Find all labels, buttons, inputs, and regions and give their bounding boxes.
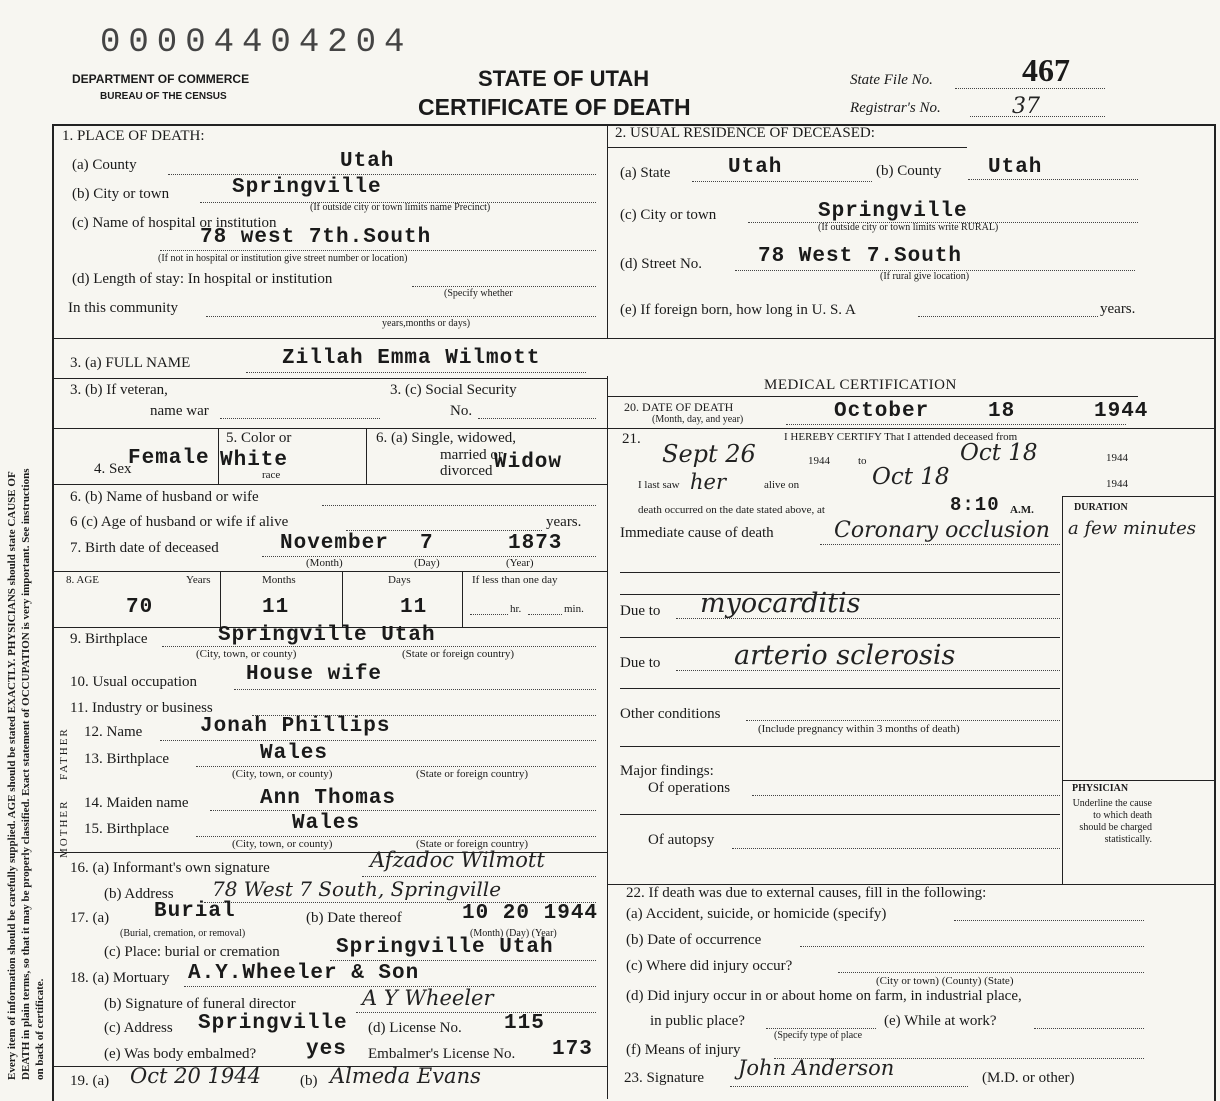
- mother-birth-label: 15. Birthplace: [84, 821, 169, 837]
- veteran-label: 3. (b) If veteran,: [70, 382, 168, 398]
- place-of-death-title: 1. PLACE OF DEATH:: [62, 128, 205, 144]
- burial-date-value: 10 20 1944: [462, 902, 599, 925]
- immediate-value: Coronary occlusion: [834, 518, 1050, 543]
- birth-year: 1873: [508, 532, 563, 555]
- license-value: 115: [504, 1012, 545, 1035]
- burial-date-label: (b) Date thereof: [306, 910, 402, 926]
- row19-signature: Almeda Evans: [330, 1064, 481, 1088]
- duration-label: DURATION: [1074, 502, 1128, 513]
- medical-title: MEDICAL CERTIFICATION: [764, 377, 957, 393]
- veteran-label-2: name war: [150, 403, 209, 419]
- informant-address-label: (b) Address: [104, 886, 174, 902]
- color-label-2: race: [262, 469, 281, 481]
- home-label: (d) Did injury occur in or about home on farm, in industrial place,: [626, 988, 1022, 1004]
- embalmer-license-value: 173: [552, 1038, 593, 1061]
- other-conditions-note: (Include pregnancy within 3 months of death): [758, 723, 960, 735]
- res-city-label: (c) City or town: [620, 207, 717, 223]
- dod-month: October: [834, 400, 930, 423]
- mother-name-label: 14. Maiden name: [84, 795, 189, 811]
- sidebar-line-1: Every item of information should be carefully supplied. AGE should be stated EXACTLY. PHYSICIANS should state CAUSE OF: [6, 471, 18, 1080]
- occurrence-label: (b) Date of occurrence: [626, 932, 762, 948]
- pod-community-label: In this community: [68, 300, 178, 316]
- color-label: 5. Color or: [226, 430, 292, 446]
- last-saw-value: her: [690, 470, 726, 494]
- full-name-value: Zillah Emma Wilmott: [282, 347, 541, 370]
- pod-city-value: Springville: [232, 176, 382, 199]
- state-file-number: 467: [1022, 52, 1070, 88]
- dod-year: 1944: [1094, 400, 1149, 423]
- mortuary-address-value: Springville: [198, 1012, 348, 1035]
- attended-from-year: 1944: [808, 455, 830, 467]
- father-side-label: FATHER: [58, 727, 70, 780]
- father-name-value: Jonah Phillips: [200, 715, 391, 738]
- res-street-note: (If rural give location): [880, 271, 970, 282]
- spouse-age-suffix: years.: [546, 514, 582, 530]
- age-days-label: Days: [388, 574, 411, 586]
- birth-month-caption: (Month): [306, 557, 343, 569]
- marital-label-3: divorced: [440, 463, 493, 479]
- row19-b-label: (b): [300, 1073, 318, 1089]
- department: DEPARTMENT OF COMMERCE: [72, 72, 250, 86]
- burial-caption: (Burial, cremation, or removal): [120, 928, 246, 939]
- father-birth-value: Wales: [260, 742, 329, 765]
- attended-to-label: to: [858, 455, 867, 467]
- burial-label: 17. (a): [70, 910, 110, 926]
- mortuary-label: 18. (a) Mortuary: [70, 970, 170, 986]
- means-label: (f) Means of injury: [626, 1042, 741, 1058]
- pod-hospital-value: 78 west 7th.South: [200, 226, 432, 249]
- serial-number: 00004404204: [100, 24, 413, 62]
- attended-to-year: 1944: [1106, 452, 1128, 464]
- embalmed-label: (e) Was body embalmed?: [104, 1046, 257, 1062]
- certify-number: 21.: [622, 431, 641, 447]
- informant-signature: Afzadoc Wilmott: [370, 848, 545, 872]
- operations-label: Of operations: [648, 780, 731, 796]
- pod-county-label: (a) County: [72, 157, 137, 173]
- cert-title: CERTIFICATE OF DEATH: [418, 94, 691, 120]
- state-file-label: State File No.: [850, 72, 933, 88]
- pod-city-note: (If outside city or town limits name Precinct): [310, 202, 491, 213]
- embalmed-value: yes: [306, 1038, 347, 1061]
- mother-name-value: Ann Thomas: [260, 787, 397, 810]
- marital-value: Widow: [494, 451, 563, 474]
- work-label: (e) While at work?: [884, 1013, 997, 1029]
- due-to-label-2: Due to: [620, 655, 661, 671]
- burial-date-caption: (Month) (Day) (Year): [470, 928, 557, 939]
- color-value: White: [220, 449, 289, 472]
- immediate-label: Immediate cause of death: [620, 525, 774, 541]
- age-months-value: 11: [262, 596, 290, 619]
- occurred-label: death occurred on the date stated above, at: [638, 504, 825, 516]
- license-label: (d) License No.: [368, 1020, 462, 1036]
- autopsy-label: Of autopsy: [648, 832, 715, 848]
- father-birth-caption-1: (City, town, or county): [232, 768, 333, 780]
- alive-on-value: Oct 18: [872, 464, 950, 490]
- pod-stay-specify: (Specify whether: [444, 288, 513, 299]
- where-caption: (City or town) (County) (State): [876, 975, 1014, 987]
- where-label: (c) Where did injury occur?: [626, 958, 793, 974]
- burial-value: Burial: [154, 900, 236, 923]
- pod-stay-label: (d) Length of stay: In hospital or institution: [72, 271, 333, 287]
- burial-place-value: Springville Utah: [336, 936, 554, 959]
- industry-label: 11. Industry or business: [70, 700, 213, 716]
- birthplace-label: 9. Birthplace: [70, 631, 148, 647]
- father-birth-label: 13. Birthplace: [84, 751, 169, 767]
- dod-day: 18: [988, 400, 1016, 423]
- min-label: min.: [564, 603, 584, 615]
- major-findings-label: Major findings:: [620, 763, 714, 779]
- marital-label-1: 6. (a) Single, widowed,: [376, 430, 516, 446]
- director-label: (b) Signature of funeral director: [104, 996, 296, 1012]
- age-years-label: Years: [186, 574, 211, 586]
- res-state-value: Utah: [728, 156, 783, 179]
- sidebar-instructions: [2, 150, 44, 1090]
- due-to-value-1: myocarditis: [700, 588, 861, 619]
- attended-from: Sept 26: [662, 440, 756, 468]
- registrar-number: 37: [1012, 94, 1040, 119]
- spouse-label: 6. (b) Name of husband or wife: [70, 489, 259, 505]
- md-label: (M.D. or other): [982, 1070, 1075, 1086]
- spouse-age-label: 6 (c) Age of husband or wife if alive: [70, 514, 289, 530]
- res-city-value: Springville: [818, 200, 968, 223]
- birth-day-caption: (Day): [414, 557, 440, 569]
- physician-head: PHYSICIAN: [1072, 783, 1129, 794]
- birth-day: 7: [420, 532, 434, 555]
- pod-county-value: Utah: [340, 150, 395, 173]
- birthplace-caption-2: (State or foreign country): [402, 648, 515, 660]
- attended-to: Oct 18: [960, 440, 1038, 466]
- age-label: 8. AGE: [66, 574, 99, 586]
- death-time: 8:10: [950, 494, 1000, 516]
- sex-value: Female: [128, 447, 210, 470]
- mother-side-label: MOTHER: [58, 799, 70, 858]
- other-conditions-label: Other conditions: [620, 706, 721, 722]
- director-signature: A Y Wheeler: [362, 986, 494, 1010]
- residence-title: 2. USUAL RESIDENCE OF DECEASED:: [615, 125, 875, 141]
- birth-month: November: [280, 532, 389, 555]
- sex-label: 4. Sex: [94, 461, 132, 477]
- age-days-value: 11: [400, 596, 428, 619]
- pod-hospital-note: (If not in hospital or institution give street number or location): [158, 253, 408, 264]
- informant-address: 78 West 7 South, Springville: [212, 877, 502, 901]
- father-name-label: 12. Name: [84, 724, 143, 740]
- informant-label: 16. (a) Informant's own signature: [70, 860, 270, 876]
- sidebar-line-3: on back of certificate.: [34, 978, 46, 1080]
- age-months-label: Months: [262, 574, 296, 586]
- due-to-label-1: Due to: [620, 603, 661, 619]
- physician-note: Underline the cause to which death should be charged statistically.: [1072, 798, 1152, 845]
- occupation-value: House wife: [246, 663, 383, 686]
- alive-on-label: alive on: [764, 479, 800, 491]
- dod-label-2: (Month, day, and year): [652, 414, 744, 425]
- pod-community-note: years,months or days): [382, 318, 471, 329]
- physician-signature: John Anderson: [738, 1056, 895, 1080]
- age-years-value: 70: [126, 596, 154, 619]
- less-day-label: If less than one day: [472, 574, 558, 586]
- last-saw-label: I last saw: [638, 479, 680, 491]
- res-foreign-suffix: years.: [1100, 301, 1136, 317]
- mortuary-address-label: (c) Address: [104, 1020, 173, 1036]
- signature-label: 23. Signature: [624, 1070, 704, 1086]
- mother-birth-caption-2: (State or foreign country): [416, 838, 529, 850]
- row19-label: 19. (a): [70, 1073, 110, 1089]
- mother-birth-value: Wales: [292, 812, 361, 835]
- public-label: in public place?: [650, 1013, 745, 1029]
- res-city-note: (If outside city or town limits write RURAL): [818, 222, 999, 233]
- embalmer-license-label: Embalmer's License No.: [368, 1046, 516, 1062]
- full-name-label: 3. (a) FULL NAME: [70, 355, 191, 371]
- external-title: 22. If death was due to external causes, fill in the following:: [626, 885, 987, 901]
- res-state-label: (a) State: [620, 165, 671, 181]
- res-county-label: (b) County: [876, 163, 942, 179]
- res-foreign-label: (e) If foreign born, how long in U. S. A: [620, 302, 856, 318]
- ssn-label: 3. (c) Social Security: [390, 382, 517, 398]
- birth-date-label: 7. Birth date of deceased: [70, 540, 219, 556]
- dod-label: 20. DATE OF DEATH: [624, 400, 734, 414]
- res-street-value: 78 West 7.South: [758, 245, 963, 268]
- specify-type-label: (Specify type of place: [774, 1030, 863, 1041]
- mortuary-value: A.Y.Wheeler & Son: [188, 962, 420, 985]
- ssn-label-2: No.: [450, 403, 473, 419]
- birthplace-caption-1: (City, town, or county): [196, 648, 297, 660]
- burial-place-label: (c) Place: burial or cremation: [104, 944, 280, 960]
- pod-city-label: (b) City or town: [72, 186, 170, 202]
- bureau: BUREAU OF THE CENSUS: [100, 91, 227, 102]
- sidebar-line-2: DEATH in plain terms, so that it may be properly classified. Exact statement of OCCUPATION is very important. See instructions: [20, 468, 32, 1080]
- hr-label: hr.: [510, 603, 522, 615]
- certify-text: I HEREBY CERTIFY That I attended deceased from: [784, 431, 1018, 443]
- registrar-label: Registrar's No.: [850, 100, 941, 116]
- mother-birth-caption-1: (City, town, or county): [232, 838, 333, 850]
- pod-hospital-label: (c) Name of hospital or institution: [72, 215, 277, 231]
- father-birth-caption-2: (State or foreign country): [416, 768, 529, 780]
- birth-year-caption: (Year): [506, 557, 534, 569]
- marital-label-2: married or: [440, 447, 503, 463]
- accident-label: (a) Accident, suicide, or homicide (specify): [626, 906, 887, 922]
- due-to-value-2: arterio sclerosis: [734, 640, 956, 671]
- am-label: A.M.: [1010, 504, 1034, 516]
- row19-date: Oct 20 1944: [130, 1064, 261, 1088]
- immediate-duration: a few minutes: [1068, 518, 1197, 539]
- occupation-label: 10. Usual occupation: [70, 674, 198, 690]
- alive-on-year: 1944: [1106, 478, 1128, 490]
- res-street-label: (d) Street No.: [620, 256, 703, 272]
- res-county-value: Utah: [988, 156, 1043, 179]
- birthplace-value: Springville Utah: [218, 624, 436, 647]
- state-title: STATE OF UTAH: [478, 66, 650, 91]
